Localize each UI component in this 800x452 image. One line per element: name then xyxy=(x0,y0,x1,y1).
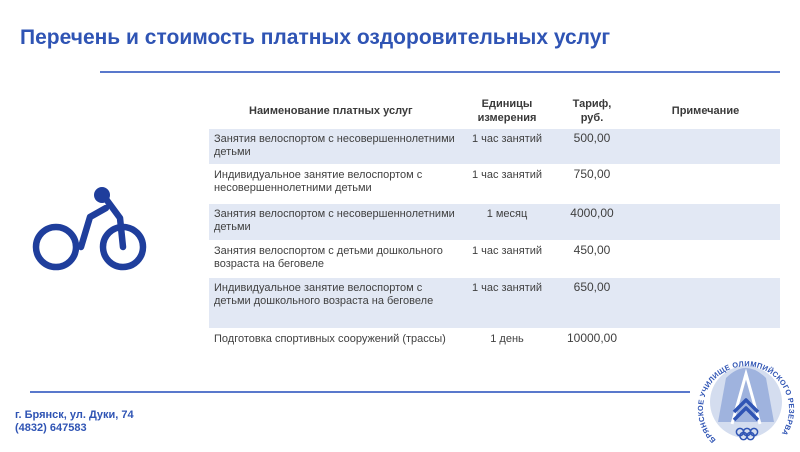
slide-title: Перечень и стоимость платных оздоровительных услуг xyxy=(20,26,611,49)
service-price: 650,00 xyxy=(553,278,631,329)
table-row xyxy=(209,129,780,165)
header-note: Примечание xyxy=(671,105,740,117)
service-price: 4000,00 xyxy=(553,204,631,241)
service-unit: 1 час занятий xyxy=(461,129,553,165)
school-emblem xyxy=(694,348,798,452)
service-price: 10000,00 xyxy=(553,329,631,377)
service-name: Занятия велоспортом с детьми дошкольного возраста на беговеле xyxy=(209,241,461,278)
service-name: Занятия велоспортом с несовершеннолетними детьми xyxy=(209,129,461,165)
service-note xyxy=(631,129,780,165)
table-row xyxy=(209,278,780,329)
table-row xyxy=(209,165,780,204)
header-service-name: Наименование платных услуг xyxy=(249,105,413,117)
footer-address: г. Брянск, ул. Дуки, 74 xyxy=(15,409,134,421)
service-unit: 1 день xyxy=(461,329,553,377)
emblem-ring-text: БРЯНСКОЕ УЧИЛИЩЕ ОЛИМПИЙСКОГО РЕЗЕРВА xyxy=(695,359,797,445)
service-name: Занятия велоспортом с несовершеннолетними детьми xyxy=(209,204,461,241)
header-price-line1: Тариф, xyxy=(572,98,612,110)
header-unit-line1: Единицы xyxy=(481,98,533,110)
service-note xyxy=(631,165,780,204)
service-price: 500,00 xyxy=(553,129,631,165)
footer-contacts xyxy=(15,409,134,435)
service-note xyxy=(631,241,780,278)
service-name: Индивидуальное занятие велоспортом с несовершеннолетними детьми xyxy=(209,165,461,204)
cyclist-icon xyxy=(32,186,148,274)
table-header-row xyxy=(209,93,780,129)
table-row xyxy=(209,204,780,241)
service-note xyxy=(631,204,780,241)
title-underline xyxy=(100,71,780,73)
service-note xyxy=(631,278,780,329)
service-price: 450,00 xyxy=(553,241,631,278)
header-price xyxy=(553,93,631,129)
footer-phone: (4832) 647583 xyxy=(15,422,87,434)
footer-rule xyxy=(30,391,690,393)
service-unit: 1 час занятий xyxy=(461,241,553,278)
service-price: 750,00 xyxy=(553,165,631,204)
table-row xyxy=(209,241,780,278)
header-unit-line2: измерения xyxy=(477,112,537,124)
price-table xyxy=(209,93,780,376)
service-name: Индивидуальное занятие велоспортом с детьми дошкольного возраста на беговеле xyxy=(209,278,461,329)
header-price-line2: руб. xyxy=(580,112,604,124)
service-name: Подготовка спортивных сооружений (трассы) xyxy=(209,329,461,377)
service-unit: 1 час занятий xyxy=(461,165,553,204)
service-unit: 1 месяц xyxy=(461,204,553,241)
service-unit: 1 час занятий xyxy=(461,278,553,329)
header-unit xyxy=(461,93,553,129)
